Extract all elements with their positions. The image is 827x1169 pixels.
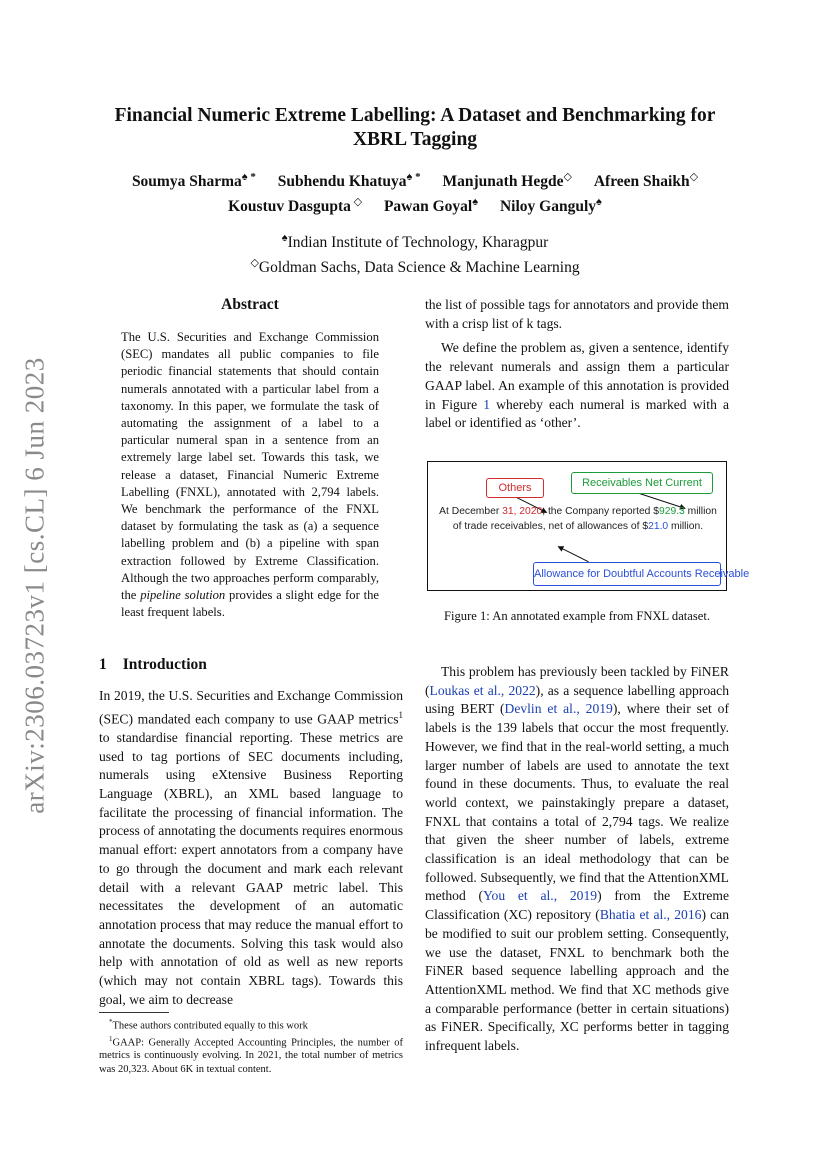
citation-link[interactable]: You et al., 2019 [483, 888, 598, 904]
paragraph: the list of possible tags for annotators and provide them with a crisp list of k tags. [425, 297, 729, 331]
footnote: $^1$GAAP: Generally Accepted Accounting Principles, the number of metrics is continuously evolving. In 2021, the total number of metrics was 20,323. About 6K in textual content. [99, 1034, 403, 1075]
intro-paragraph: In 2019, the U.S. Securities and Exchange Commission (SEC) mandated each company to use GAAP metrics$^1$ to standardise financial reporting. These metrics are used to tag portions of SEC documents including, numerals using eXtensive Business Reporting Language (XBRL), an XML based language to facilitate the processing of financial information. The process of annotating the documents requires enormous manual effort: expert annotators from a company have to go through the document and mark each relevant detail with a relevant GAAP metric label. This necessitates the development of an automatic annotation process that may reduce the manual effort to annotate the documents. Solving this task would also help with annotation of old as well as new reports (which may not contain XBRL tags). Towards this goal, we aim to decrease [99, 688, 403, 1007]
author: Afreen Shaikh◇ [593, 171, 699, 191]
figure-ref-link[interactable]: 1 [483, 396, 491, 412]
footnote: *These authors contributed equally to this work [109, 1018, 308, 1032]
citation-link[interactable]: Loukas et al., 2022 [429, 682, 536, 698]
author-list [95, 167, 735, 217]
paper-title: Financial Numeric Extreme Labelling: A Dataset and Benchmarking for XBRL Tagging [114, 105, 716, 150]
footnotes [99, 1016, 403, 1076]
footnote-divider [99, 1012, 169, 1013]
author: Koustuv Dasgupta ◇ [228, 196, 363, 216]
author: Manjunath Hegde◇ [442, 171, 572, 191]
footnote-ref[interactable]: 1 [398, 709, 403, 720]
section-heading-introduction: 1 Introduction [99, 656, 207, 673]
label-receivables-net-current: Receivables Net Current [571, 472, 713, 494]
figure-caption: Figure 1: An annotated example from FNXL dataset. [443, 609, 711, 623]
arxiv-stamp-text: arXiv:2306.03723v1 [cs.CL] 6 Jun 2023 [19, 356, 50, 814]
right-column-paragraph: This problem has previously been tackled by FiNER (Loukas et al., 2022), as a sequence labelling approach using BERT (Devlin et al., 2019), where their set of labels is the 139 labels that occur the most frequently. However, we find that in the real-world setting, a much larger number of labels are used to annotate the text found in these documents. Thus, to evaluate the real world context, we painstakingly prepare a dataset, FNXL that contains a total of 2,794 tags. We realize that given the sheer number of labels, extreme classification is an ideal methodology that can be followed. Subsequently, we find that the AttentionXML method (You et al., 2019) from the Extreme Classification (XC) repository (Bhatia et al., 2016) can be modified to suit our problem setting. Consequently, we use the dataset, FNXL to benchmark both the FiNER based sequence labelling approach and the AttentionXML method. We find that XC methods give a comparable performance (better in certain situations) as FiNER. Specifically, XC performs better in tagging infrequent labels. [425, 664, 729, 1054]
abstract-heading: Abstract [221, 296, 279, 313]
label-allowance-doubtful-accounts: Allowance for Doubtful Accounts Receivable [533, 562, 721, 586]
affiliation: ◇Goldman Sachs, Data Science & Machine Learning [250, 257, 580, 277]
arrow-allowance [558, 547, 588, 562]
author: Subhendu Khatuya♠ * [277, 171, 421, 191]
citation-link[interactable]: Bhatia et al., 2016 [599, 907, 702, 923]
abstract-body: The U.S. Securities and Exchange Commission (SEC) mandates all public companies to file periodic financial statements that should contain numerals annotated with a particular label from a taxonomy. In this paper, we formulate the task of automating the assignment of a label to a particular numeral span in a sentence from an extremely large label set. Towards this task, we release a dataset, Financial Numeric Extreme Labelling (FNXL), annotated with 2,794 labels. We benchmark the performance of the FNXL dataset by formulating the task as (a) a sequence labelling problem and (b) a pipeline with span extraction followed by Extreme Classification. Although the two approaches perform comparably, the pipeline solution provides a slight edge for the least frequent labels. [121, 330, 379, 620]
author: Pawan Goyal♠ [383, 196, 479, 216]
author: Soumya Sharma♠ * [131, 171, 256, 191]
affiliations [95, 228, 735, 278]
figure-1 [427, 461, 750, 591]
paragraph: We define the problem as, given a sentence, identify the relevant numerals and assign them a particular GAAP label. An example of this annotation is provided in Figure 1 whereby each numeral is marked with a label or identified as ‘other’. [425, 340, 729, 431]
author: Niloy Ganguly♠ [499, 196, 602, 216]
citation-link[interactable]: Devlin et al., 2019 [504, 701, 613, 717]
arxiv-stamp [8, 356, 62, 814]
affiliation: ♠Indian Institute of Technology, Kharagpur [281, 232, 549, 252]
label-others: Others [486, 478, 544, 498]
annotated-sentence: At December 31, 2020, the Company reported $929.3 million of trade receivables, net of allowances of $21.0 million. [439, 506, 717, 532]
right-column-top [425, 296, 729, 433]
